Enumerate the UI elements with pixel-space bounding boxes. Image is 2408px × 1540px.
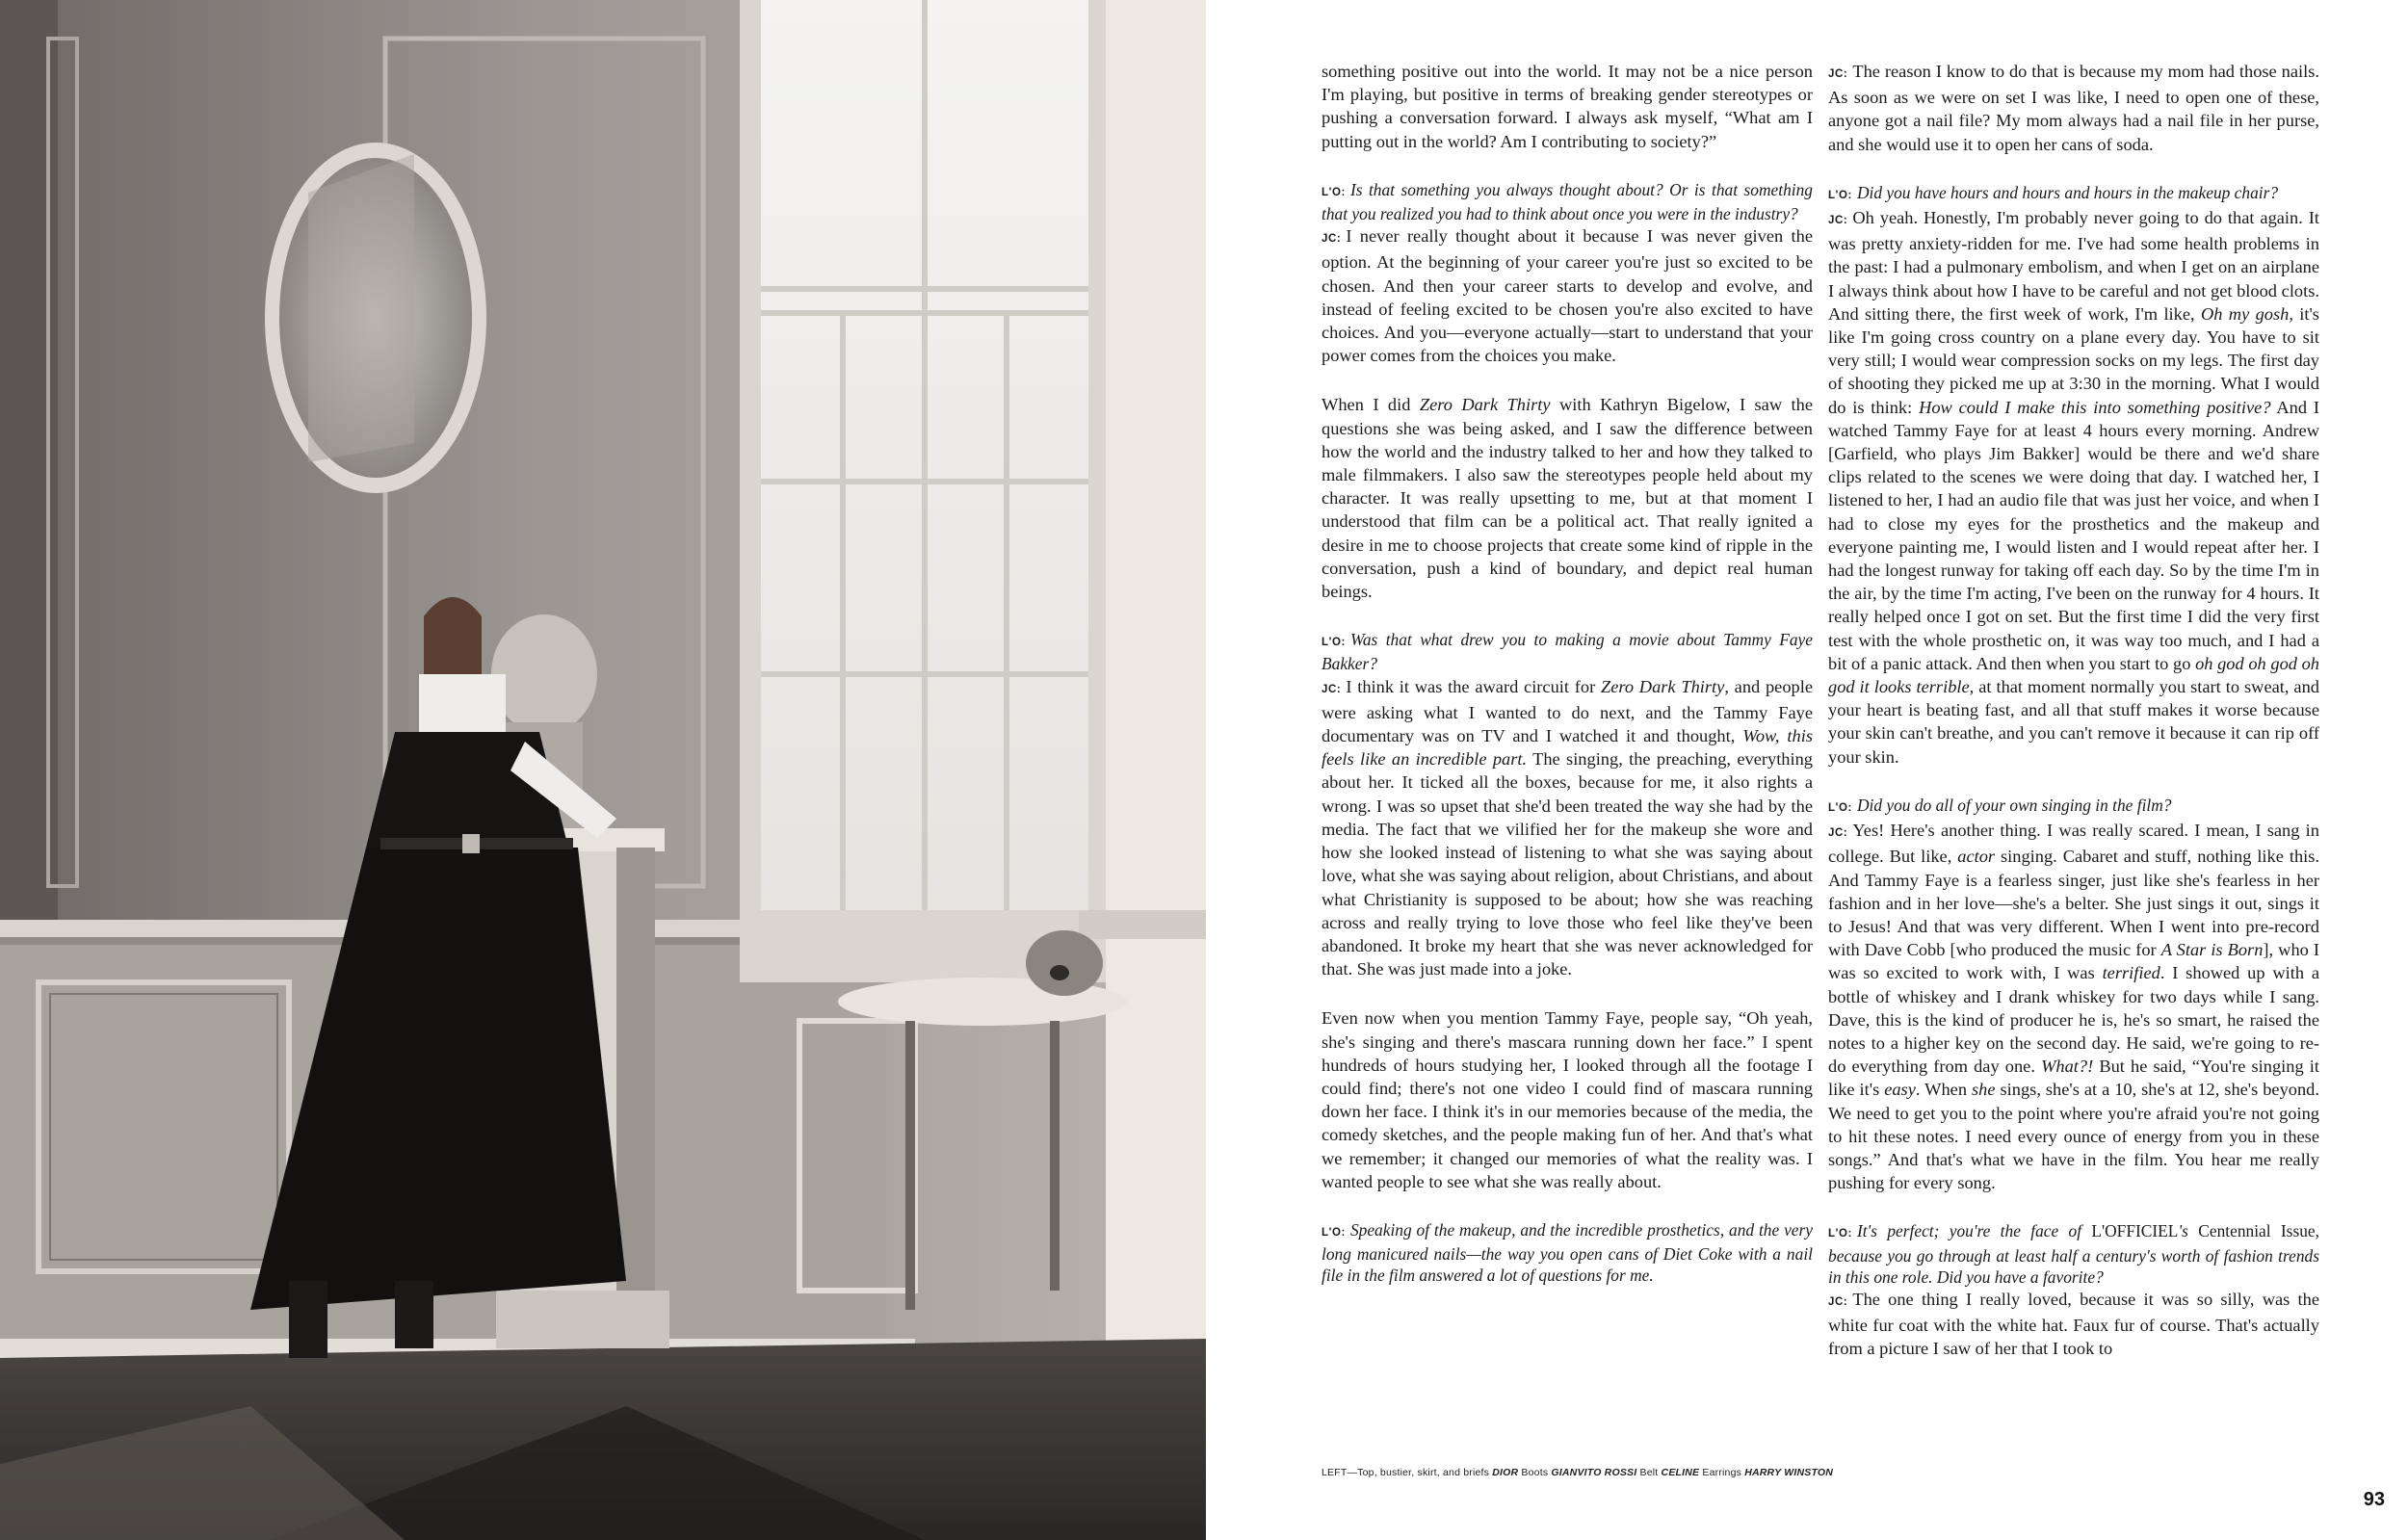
text-run: ], who I was so excited to work with, I was — [1828, 940, 2320, 983]
photo-credit — [1322, 1467, 1834, 1478]
subject-tag: JC: — [1828, 68, 1848, 80]
question-6 — [1828, 1220, 2319, 1288]
credit-label: Belt — [1639, 1467, 1659, 1478]
interviewer-tag: L'O: — [1828, 189, 1852, 201]
subject-tag: JC: — [1828, 827, 1848, 840]
answer-2 — [1322, 675, 1813, 981]
question-3-text: Speaking of the makeup, and the incredible prosthetics, and the very long manicured nails—the way you open cans of Diet Coke with a nail file in the film answered a lot of questions for me. — [1322, 1219, 1813, 1286]
credit-prefix: LEFT—Top, bustier, skirt, and briefs — [1322, 1467, 1490, 1478]
text-column-right — [1828, 60, 2319, 1361]
italic-thought: Oh my gosh, — [2200, 303, 2293, 324]
credit-label: Boots — [1521, 1467, 1549, 1478]
subject-tag: JC: — [1322, 233, 1342, 246]
answer-1 — [1322, 224, 1813, 367]
question-4-text: Did you have hours and hours and hours in the makeup chair? — [1856, 182, 2279, 202]
text-run: Yes! Here's another thing. I was really scared. I mean, I sang in college. But like, — [1828, 821, 2319, 867]
answer-4 — [1828, 206, 2319, 769]
italic-thought: Wow, this feels like an incredible part. — [1322, 726, 1813, 770]
question-2-text: Was that what drew you to making a movie about Tammy Faye Bakker? — [1322, 630, 1813, 674]
text-run: , and people were asking what I wanted to do next, and the Tammy Faye documentary was on TV and I watched it and thought, — [1322, 676, 1813, 746]
italic-word: she — [1972, 1080, 1996, 1100]
question-5 — [1828, 795, 2319, 819]
text-run: . I showed up with a bottle of whiskey and I drank whiskey for two days while I sang. Dave, this is the kind of producer he is, he's so smart, he raised the notes to a higher key on the second day. He said, we're going to re-do everything from day one. — [1828, 963, 2319, 1077]
italic-word: What?! — [2041, 1057, 2094, 1077]
answer-6-text: The one thing I really loved, because it was so silly, was the white fur coat with the white hat. Faux fur of course. That's actually from a picture I saw of her that I took to — [1828, 1289, 2319, 1359]
answer-3-text: The reason I know to do that is because my mom had those nails. As soon as we were on set I was like, I need to open one of these, anyone got a nail file? My mom always had a nail file in her purse, and she would use it to open her cans of soda. — [1828, 62, 2319, 154]
text-run: Oh yeah. Honestly, I'm probably never going to do that again. It was pretty anxiety-ridden for me. I've had some health problems in the past: I had a pulmonary embolism, and when I get on an airplane I always think about how I have to be careful and not get blood clots. And sitting there, the first week of work, I'm like, — [1828, 208, 2319, 324]
film-title: Zero Dark Thirty — [1600, 676, 1725, 696]
paragraph-mascara: Even now when you mention Tammy Faye, people say, “Oh yeah, she's singing and there's mascara running down her face.” I spent hundreds of hours studying her, I looked through all the footage I could find; there's not one video I could find of mascara running down her face. I think it's in our memories because of the media, the comedy sketches, and the people making fun of her. And that's what we remember; it changed our memories of what the reality was. I wanted people to see what she was really about. — [1322, 1008, 1813, 1191]
italic-word: actor — [1957, 847, 1996, 867]
text-run: singing. Cabaret and stuff, nothing like this. And Tammy Faye is a fearless singer, just like she's fearless in her fashion and in her love—she's a belter. She just sings it out, sings it to Jesus! And that was very different. When I went into pre-record with Dave Cobb [who produced the music for — [1828, 847, 2319, 960]
text-run: , because you go through at least half a century's worth of fashion trends in this one role. Did you have a favorite? — [1828, 1221, 2319, 1287]
subject-tag: JC: — [1828, 1295, 1848, 1308]
text-run: , at that moment normally you start to sweat, and your heart is beating fast, and all that stuff makes it worse because your skin can't breathe, and you can't remove it because it can rip off your skin. — [1828, 677, 2319, 767]
text-run: The singing, the preaching, everything about her. It ticked all the boxes, because for me, it also rights a wrong. I was so upset that she'd been treated the way she had by the media. The fact that we vilified her for the makeup she wore and how she looked instead of listening to what she was saying about love, what she was saying about religion, about Christians, and about what Christianity is supposed to be about; how she was reaching across and really trying to love those who feel like they've been abandoned. It broke my heart that she was never acknowledged for that. She was just made into a joke. — [1322, 749, 1813, 979]
subject-tag: JC: — [1828, 215, 1848, 227]
credit-brand: GIANVITO ROSSI — [1551, 1467, 1637, 1478]
question-2 — [1322, 629, 1813, 674]
text-run: I think it was the award circuit for — [1346, 676, 1596, 696]
text-run: But he said, “You're singing it like it's — [1828, 1057, 2320, 1100]
intro-paragraph: something positive out into the world. It may not be a nice person I'm playing, but positive in terms of breaking gender stereotypes or pushing a conversation forward. I always ask myself, “What am I putting out in the world? Am I contributing to society?” — [1322, 62, 1813, 151]
question-1-text: Is that something you always thought about? Or is that something that you realized you had to think about once you were in the industry? — [1322, 179, 1813, 224]
italic-word: terrified — [2102, 963, 2160, 983]
issue-name: Centennial Issue — [2198, 1221, 2316, 1241]
question-1 — [1322, 179, 1813, 224]
italic-word: easy — [1884, 1080, 1916, 1100]
question-5-text: Did you do all of your own singing in the film? — [1856, 795, 2172, 815]
answer-1-text: I never really thought about it because I was never given the option. At the beginning of your career you're just so excited to be chosen. And then your career starts to develop and evolve, and instead of feeling excited to be chosen you're also excited to have choices. And you—everyone actually—start to understand that your power comes from the choices you make. — [1322, 226, 1813, 366]
answer-6 — [1828, 1288, 2319, 1361]
italic-thought: oh god oh god oh god it looks terrible — [1828, 653, 2319, 697]
interviewer-tag: L'O: — [1828, 801, 1852, 814]
magazine-name: L'OFFICIEL — [2091, 1221, 2179, 1241]
credit-label: Earrings — [1702, 1467, 1742, 1478]
page-number: 93 — [2363, 1489, 2385, 1510]
interviewer-tag: L'O: — [1322, 637, 1346, 649]
credit-brand: DIOR — [1492, 1467, 1519, 1478]
article-page — [1206, 0, 2408, 1540]
credit-brand: HARRY WINSTON — [1744, 1467, 1834, 1478]
text-run: When I did — [1322, 395, 1411, 415]
film-title: A Star is Born — [2160, 940, 2264, 960]
question-4 — [1828, 182, 2319, 206]
answer-3 — [1828, 60, 2319, 156]
text-run: sings, she's at a 10, she's at 12, she's beyond. We need to get you to the point where you're afraid you're not going to hit these notes. I need every ounce of energy from you in these songs.” And that's what we have in the film. You hear me really pushing for every song. — [1828, 1080, 2319, 1193]
text-run: It's perfect; you're the face of — [1856, 1221, 2082, 1241]
interviewer-tag: L'O: — [1828, 1228, 1852, 1240]
answer-5 — [1828, 819, 2319, 1194]
paragraph-zero-dark-thirty — [1322, 393, 1813, 603]
text-run: 's — [2178, 1221, 2188, 1241]
question-3 — [1322, 1219, 1813, 1287]
italic-thought: How could I make this into something positive? — [1919, 397, 2271, 417]
text-run: it's like I'm going cross country on a plane every day. You have to sit very still; I would wear compression socks on my legs. The first day of shooting they picked me up at 3:30 in the morning. What I would do is think: — [1828, 303, 2319, 417]
text-column-left — [1322, 60, 1813, 1287]
text-run: . When — [1915, 1080, 1968, 1100]
text-run: And I watched Tammy Faye for at least 4 hours every morning. Andrew [Garfield, who plays Jim Bakker] would be there and we'd share clips related to the scenes we were doing that day. I watched her, I listened to her, I had an audio file that was just her voice, and when I had to close my eyes for the prosthetics and the makeup and everyone painting me, I would listen and I would repeat after her. I had the longest runway for taking off each day. So by the time I'm in the air, by the time I'm acting, I've been on the runway for 4 hours. It really helped once I got on set. But the first time I did the very first test with the whole prosthetic on, it was way too much, and I had a bit of a panic attack. And then when you start to go — [1828, 397, 2319, 673]
text-run: with Kathryn Bigelow, I saw the questions she was being asked, and I saw the difference between how the world and the industry talked to her and how they talked to male filmmakers. I also saw the stereotypes people held about my character. It was really upsetting to me, but at that moment I understood that film can be a political act. That really ignited a desire in me to choose projects that create some kind of ripple in the conversation, push a kind of boundary, and depict real human beings. — [1322, 395, 1813, 602]
credit-brand: CELINE — [1661, 1467, 1700, 1478]
subject-tag: JC: — [1322, 683, 1342, 695]
interviewer-tag: L'O: — [1322, 1226, 1346, 1239]
interviewer-tag: L'O: — [1322, 186, 1346, 198]
film-title: Zero Dark Thirty — [1419, 395, 1551, 415]
